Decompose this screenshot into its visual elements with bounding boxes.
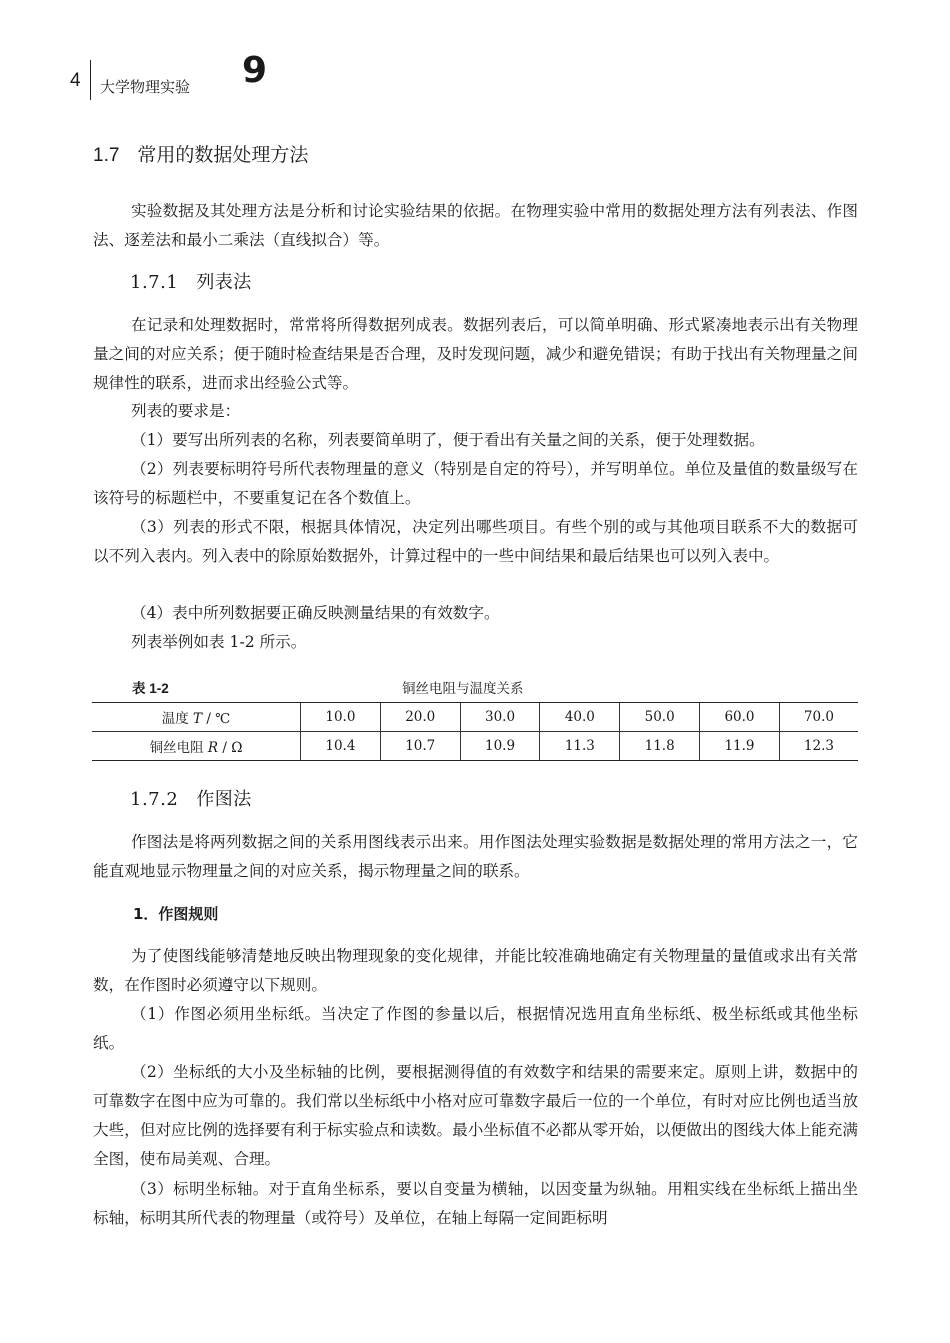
requirement-4: （4）表中所列数据要正确反映测量结果的有效数字。 [131, 604, 500, 622]
rule-1: （1）作图必须用坐标纸。当决定了作图的参量以后，根据情况选用直角坐标纸、极坐标纸或其他坐标纸。 [93, 1005, 858, 1052]
requirement-2: （2）列表要标明符号所代表物理量的意义（特别是自定的符号），并写明单位。单位及量值的数量级写在该符号的标题栏中，不要重复记在各个数值上。 [93, 460, 858, 507]
subsection-title: 列表法 [196, 272, 252, 293]
data-table [92, 702, 858, 761]
requirement-1: （1）要写出所列表的名称，列表要简单明了，便于看出有关量之间的关系，便于处理数据。 [131, 431, 765, 449]
subsection-heading-2 [130, 785, 252, 811]
rules-heading: 1．作图规则 [133, 905, 219, 923]
rule-3: （3）标明坐标轴。对于直角坐标系，要以自变量为横轴，以因变量为纵轴。用粗实线在坐标纸上描出坐标轴，标明其所代表的物理量（或符号）及单位，在轴上每隔一定间距标明 [93, 1180, 858, 1227]
book-title: 大学物理实验 [100, 78, 191, 96]
requirement-3: （3）列表的形式不限，根据具体情况，决定列出哪些项目。有些个别的或与其他项目联系不大的数据可以不列入表内。列入表中的除原始数据外，计算过程中的一些中间结果和最后结果也可以列入表中。 [93, 518, 858, 565]
table-cell: 60.0 [700, 703, 780, 732]
intro-paragraph: 实验数据及其处理方法是分析和讨论实验结果的依据。在物理实验中常用的数据处理方法有列表法、作图法、逐差法和最小二乘法（直线拟合）等。 [93, 202, 858, 249]
table-row [92, 703, 858, 732]
table-cell: 40.0 [540, 703, 620, 732]
header-divider [90, 60, 91, 100]
row-header-resistance: 铜丝电阻 R / Ω [92, 732, 301, 761]
table-cell: 20.0 [380, 703, 460, 732]
rule-2: （2）坐标纸的大小及坐标轴的比例，要根据测得值的有效数字和结果的需要来定。原则上讲，数据中的可靠数字在图中应为可靠的。我们常以坐标纸中小格对应可靠数字最后一位的一个单位，有时对应比例也适当放大些，但对应比例的选择要有利于标实验点和读数。最小坐标值不必都从零开始，以便做出的图线大体上能充满全图，使布局美观、合理。 [93, 1063, 858, 1168]
table-cell: 10.4 [301, 732, 381, 761]
subsection-number: 1.7.2 [130, 789, 179, 810]
subsection-title: 作图法 [196, 789, 252, 810]
row-header-temperature: 温度 T / ℃ [92, 703, 301, 732]
subsection-number: 1.7.1 [130, 272, 179, 293]
table-title: 铜丝电阻与温度关系 [402, 681, 524, 697]
table-cell: 70.0 [779, 703, 858, 732]
rules-intro-paragraph: 为了使图线能够清楚地反映出物理现象的变化规律，并能比较准确地确定有关物理量的量值或求出有关常数，在作图时必须遵守以下规则。 [93, 947, 858, 994]
subsection-heading-1 [130, 268, 252, 294]
table-cell: 30.0 [460, 703, 540, 732]
section-title: 常用的数据处理方法 [137, 144, 309, 166]
table-cell: 11.9 [700, 732, 780, 761]
table-cell: 50.0 [620, 703, 700, 732]
table-cell: 12.3 [779, 732, 858, 761]
table-cell: 10.0 [301, 703, 381, 732]
table-cell: 10.9 [460, 732, 540, 761]
table-example-note: 列表举例如表 1-2 所示。 [131, 633, 307, 651]
page-number: 4 [70, 70, 81, 91]
section-number: 1.7 [93, 145, 120, 166]
requirements-intro: 列表的要求是： [131, 402, 241, 420]
table-label: 表 1-2 [132, 681, 169, 696]
book-badge: 9 [242, 50, 268, 91]
table-cell: 11.8 [620, 732, 700, 761]
table-row [92, 732, 858, 761]
table-cell: 10.7 [380, 732, 460, 761]
list-method-paragraph: 在记录和处理数据时，常常将所得数据列成表。数据列表后，可以简单明确、形式紧凑地表示出有关物理量之间的对应关系；便于随时检查结果是否合理，及时发现问题，减少和避免错误；有助于找出有关物理量之间规律性的联系，进而求出经验公式等。 [93, 316, 858, 392]
graph-method-paragraph: 作图法是将两列数据之间的关系用图线表示出来。用作图法处理实验数据是数据处理的常用方法之一，它能直观地显示物理量之间的对应关系，揭示物理量之间的联系。 [93, 833, 858, 880]
table-cell: 11.3 [540, 732, 620, 761]
section-heading [93, 140, 308, 167]
